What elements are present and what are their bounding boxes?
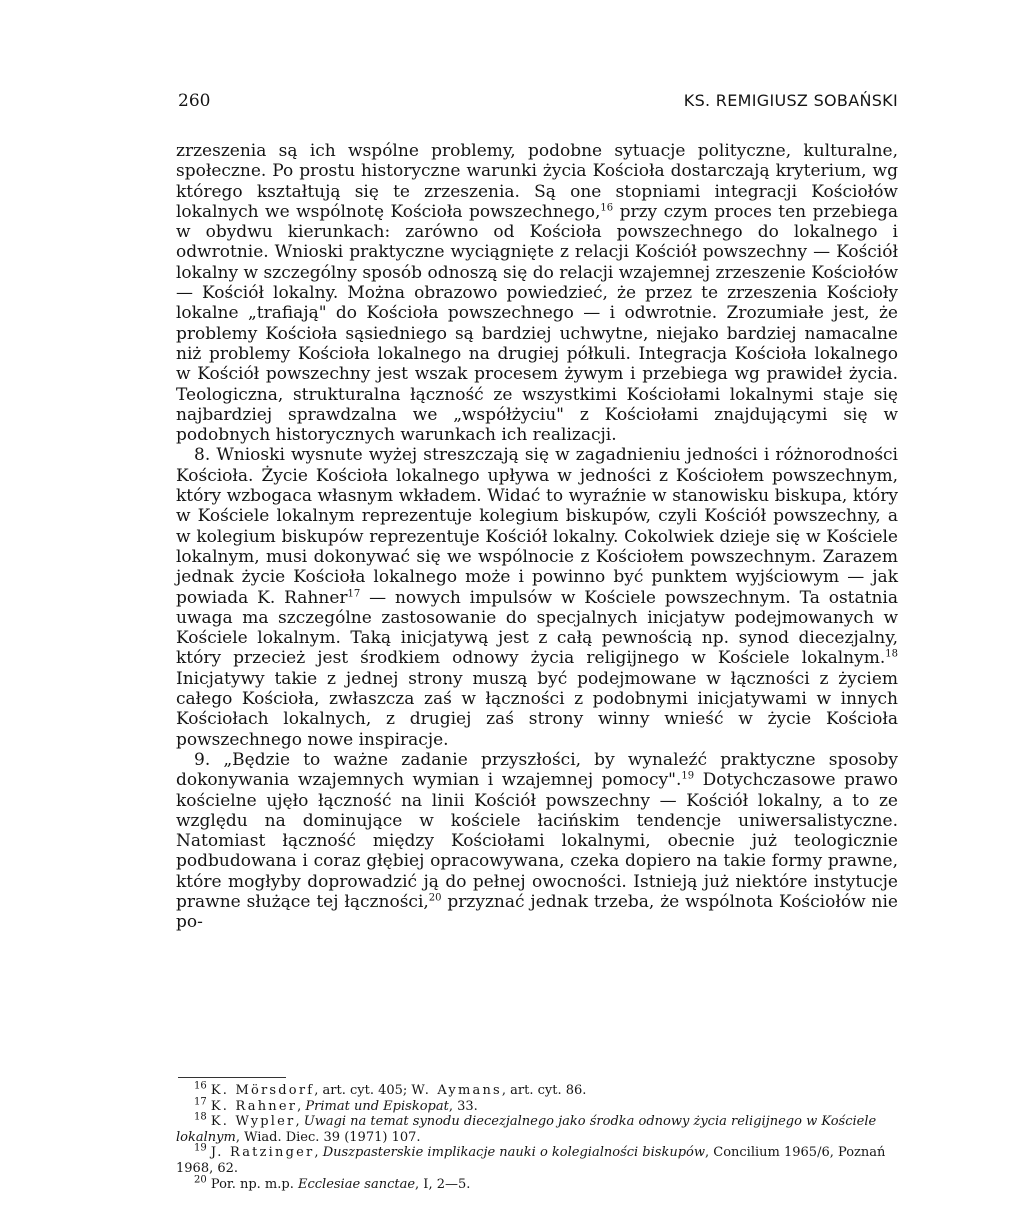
footnote-18 [176, 1111, 898, 1145]
running-head: KS. REMIGIUSZ SOBAŃSKI [683, 91, 898, 110]
paragraph-text: Inicjatywy takie z jednej strony muszą być podejmowane w łączności z życiem całego Kościoła, zwłaszcza zaś w łączności z podobnymi inicjatywami w innych Kościołach lokalnych, z drugiej zaś strony winny wnieść w życie Kościoła powszechnego nowe inspiracje. [176, 668, 898, 750]
paragraph-9 [176, 750, 898, 933]
footnote-ref: 18 [885, 648, 898, 660]
footnote-text: , Concilium 1965/6, Poznań 1968, 62. [176, 1145, 886, 1176]
footnote-ref: 16 [600, 202, 614, 214]
footnote-title: Primat und Episkopat [305, 1098, 449, 1114]
footnote-text: , art. cyt. 405; [314, 1083, 412, 1098]
footnote-number: 18 [194, 1111, 207, 1123]
page-header [178, 91, 898, 117]
footnote-text: , [295, 1114, 304, 1130]
footnote-text: , Wiad. Diec. 39 (1971) 107. [235, 1129, 421, 1145]
paragraph-1 [176, 141, 898, 445]
footnote-title: Duszpasterskie implikacje nauki o kolegialności biskupów [322, 1145, 705, 1161]
footnote-text: , [297, 1098, 306, 1114]
footnote-author: K. Wypler [210, 1114, 296, 1130]
footnote-ref: 20 [428, 892, 442, 904]
footnote-number: 19 [194, 1143, 207, 1155]
paragraph-text: Dotychczasowe prawo kościelne ujęło łączność na linii Kościół powszechny — Kościół lokalny, a to ze względu na dominujące w kościele łacińskim tendencje uniwersalistyczne. Natomiast łączność między Kościołami lokalnymi, obecnie już teologicznie podbudowana i coraz głębiej opracowywana, czeka dopiero na takie formy prawne, które mogłyby doprowadzić ją do pełnej owocności. Istnieją już niektóre instytucje prawne służące tej łączności, [176, 770, 898, 912]
footnote-author: K. Mörsdorf [210, 1083, 315, 1098]
footnote-number: 20 [194, 1174, 207, 1186]
footnote-ref: 17 [347, 587, 361, 599]
paragraph-text: 8. Wnioski wysnute wyżej streszczają się w zagadnieniu jedności i różnorodności Kościoła. Życie Kościoła lokalnego upływa w jedności z Kościołem powszechnym, który wzbogaca własnym wkładem. Widać to wyraźnie w stanowisku biskupa, który w Kościele lokalnym reprezentuje kolegium biskupów, czyli Kościół powszechny, a w kolegium biskupów reprezentuje Kościół lokalny. Cokolwiek dzieje się w Kościele lokalnym, musi dokonywać się we wspólnocie z Kościołem powszechnym. Zarazem jednak życie Kościoła lokalnego może i powinno być punktem wyjściowym — jak powiada K. Rahner [176, 445, 898, 608]
page-number: 260 [178, 91, 211, 111]
footnote-text: , art. cyt. 86. [501, 1083, 587, 1098]
footnote-divider [178, 1077, 286, 1078]
footnote-17 [176, 1096, 898, 1115]
footnote-author: J. Ratzinger [210, 1145, 315, 1161]
paragraph-text: przyznać jednak trzeba, że wspólnota Kościołów nie po- [176, 891, 898, 933]
footnote-number: 16 [194, 1080, 207, 1092]
footnote-text: , I, 2—5. [415, 1176, 471, 1192]
footnote-16 [176, 1080, 898, 1099]
paragraph-text: przy czym proces ten przebiega w obydwu kierunkach: zarówno od Kościoła powszechnego do lokalnego i odwrotnie. Wnioski praktyczne wyciągnięte z relacji Kościół powszechny — Kościół lokalny w szczególny sposób odnoszą się do relacji wzajemnej zrzeszenie Kościołów — Kościół lokalny. Można obrazowo powiedzieć, że przez te zrzeszenia Kościoły lokalne „trafiają" do Kościoła powszechnego — i odwrotnie. Zrozumiałe jest, że problemy Kościoła sąsiedniego są bardziej uchwytne, niejako bardziej namacalne niż problemy Kościoła lokalnego na drugiej półkuli. Integracja Kościoła lokalnego w Kościół powszechny jest wszak procesem żywym i przebiega wg prawideł życia. Teologiczna, strukturalna łączność ze wszystkimi Kościołami lokalnymi staje się najbardziej sprawdzalna we „współżyciu" z Kościołami znajdującymi się w podobnych historycznych warunkach ich realizacji. [176, 201, 898, 446]
footnote-ref: 19 [681, 770, 695, 782]
footnote-number: 17 [194, 1096, 207, 1108]
paragraph-text: 9. „Będzie to ważne zadanie przyszłości, by wynaleźć praktyczne sposoby dokonywania wzajemnych wymian i wzajemnej pomocy". [176, 749, 898, 791]
footnote-text: Por. np. m.p. [210, 1176, 298, 1192]
footnote-19 [176, 1145, 898, 1176]
footnote-text: , [314, 1145, 323, 1161]
footnote-author: K. Rahner [210, 1098, 298, 1114]
footnotes [176, 1080, 898, 1192]
footnote-title: Ecclesiae sanctae [297, 1176, 416, 1192]
paragraph-text: zrzeszenia są ich wspólne problemy, podobne sytuacje polityczne, kulturalne, społeczne. Po prostu historyczne warunki życia Kościoła dostarczają kryterium, wg którego kształtują się te zrzeszenia. Są one stopniami integracji Kościołów lokalnych we wspólnotę Kościoła powszechnego, [176, 141, 898, 222]
footnote-text: , 33. [448, 1098, 478, 1114]
paragraph-text: — nowych impulsów w Kościele powszechnym. Ta ostatnia uwaga ma szczególne zastosowanie do specjalnych inicjatyw podejmowanych w Kościele lokalnym. Taką inicjatywą jest z całą pewnością np. synod diecezjalny, który przecież jest środkiem odnowy życia religijnego w Kościele lokalnym. [176, 587, 898, 669]
footnote-20 [176, 1174, 898, 1193]
paragraph-8 [176, 445, 898, 749]
footnote-author: W. Aymans [411, 1083, 502, 1098]
footnote-title: Uwagi na temat synodu diecezjalnego jako środka odnowy życia religijnego w Kościele lokalnym [176, 1114, 877, 1145]
main-text [176, 141, 898, 933]
